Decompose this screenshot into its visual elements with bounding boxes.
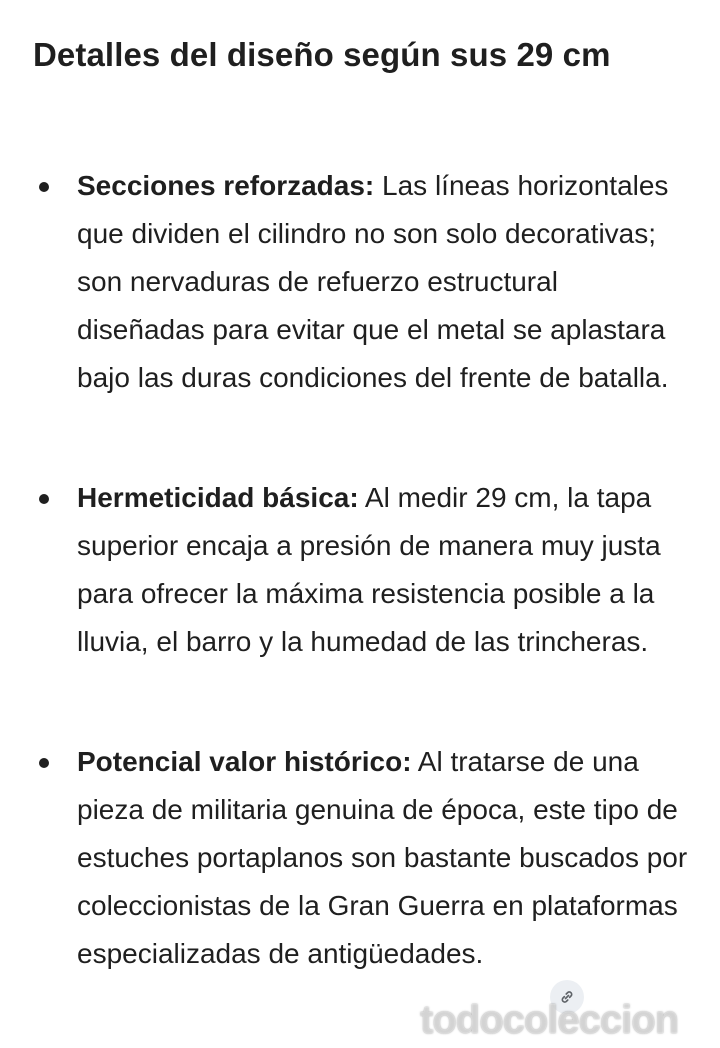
- bullet-title: Potencial valor histórico:: [77, 746, 412, 777]
- bullet-title: Secciones reforzadas:: [77, 170, 375, 201]
- bullet-dot: [39, 494, 49, 504]
- bullet-body: Las líneas horizontales que dividen el cilindro no son solo decorativas; son nervaduras de refuerzo estructural diseñadas para evitar que el metal se aplastara bajo las duras condiciones del frente de batalla.: [77, 170, 669, 393]
- bullet-title: Hermeticidad básica:: [77, 482, 359, 513]
- section-heading: Detalles del diseño según sus 29 cm: [33, 36, 611, 73]
- bullet-dot: [39, 182, 49, 192]
- watermark-logo: todocoleccion: [420, 998, 679, 1042]
- bullet-body: Al tratarse de una pieza de militaria genuina de época, este tipo de estuches portaplanos son bastante buscados por coleccionistas de la Gran Guerra en plataformas especializadas de antigüedades.: [77, 746, 688, 969]
- article-content: [33, 28, 693, 82]
- bullet-text: [77, 474, 691, 666]
- bullet-dot: [39, 758, 49, 768]
- bullet-body: Al medir 29 cm, la tapa superior encaja a presión de manera muy justa para ofrecer la máxima resistencia posible a la lluvia, el barro y la humedad de las trincheras.: [77, 482, 661, 657]
- bullet-text: [77, 162, 691, 402]
- bullet-text: [77, 738, 691, 978]
